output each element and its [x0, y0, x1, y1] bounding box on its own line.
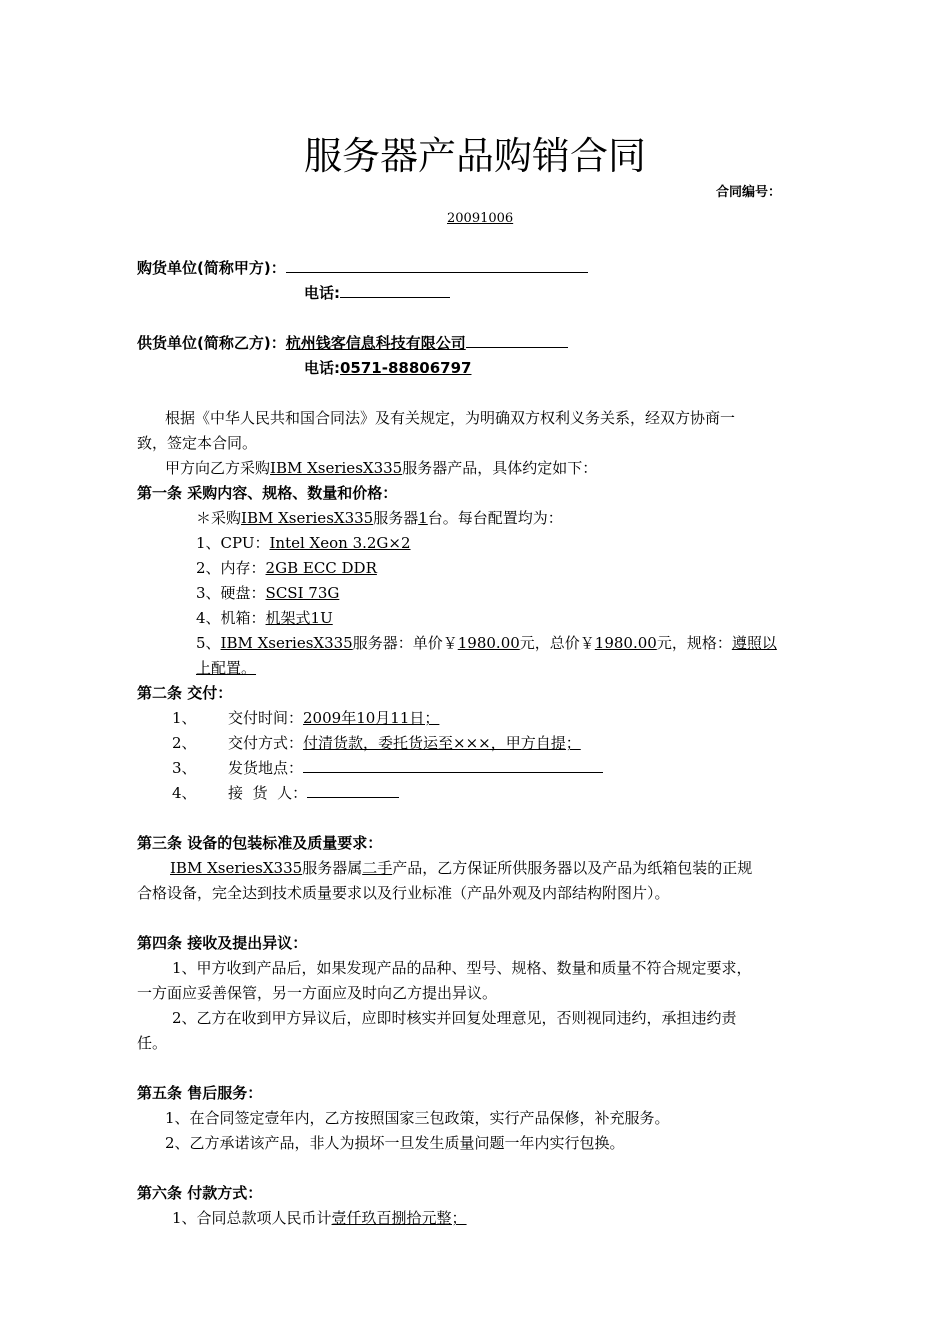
contract-number-label: 合同编号： — [716, 185, 782, 200]
price-product: IBM XseriesX335 — [220, 634, 353, 652]
delivery-num: 1、 — [172, 709, 197, 727]
payment-amount: 壹仟玖百捌拾元整； — [331, 1209, 467, 1227]
article-5-heading: 第五条 售后服务： — [137, 1084, 263, 1102]
price-t2: 元，总价￥ — [519, 634, 595, 652]
price-pre: 5、 — [196, 634, 221, 652]
spec-note-a: 遵照以 — [731, 634, 777, 652]
unit-price: 1980.00 — [457, 634, 520, 652]
purchase-qty: 1 — [418, 509, 428, 527]
spec-disk-label: 3、硬盘： — [196, 584, 266, 602]
article-4-p2a: 2、乙方在收到甲方异议后，应即时核实并回复处理意见，否则视同违约，承担违约责 — [172, 1009, 737, 1027]
intro-p2-pre: 甲方向乙方采购 — [165, 459, 271, 477]
intro-p2 — [165, 458, 597, 478]
article-3-heading: 第三条 设备的包装标准及质量要求： — [137, 834, 383, 852]
spec-cpu-value: Intel Xeon 3.2G×2 — [269, 534, 411, 552]
delivery-item — [172, 733, 197, 753]
seller-phone-label: 电话: — [304, 359, 340, 377]
spec-disk-value: SCSI 73G — [265, 584, 340, 602]
buyer-phone-blank — [340, 283, 450, 298]
article-3-line2: 合格设备，完全达到技术质量要求以及行业标准（产品外观及内部结构附图片）。 — [137, 884, 670, 902]
buyer-phone-label: 电话: — [304, 284, 340, 302]
intro-p2-post: 服务器产品，具体约定如下： — [402, 459, 598, 477]
purchase-product: IBM XseriesX335 — [241, 509, 374, 527]
price-t1: 服务器：单价￥ — [352, 634, 458, 652]
article-4-p2b: 任。 — [137, 1034, 168, 1052]
seller-phone — [304, 358, 471, 378]
purchase-post: 台。每台配置均为： — [427, 509, 563, 527]
spec-case — [196, 608, 333, 628]
spec-disk — [196, 583, 339, 603]
delivery-item — [172, 783, 197, 803]
contract-number: 20091006 — [447, 211, 514, 226]
purchase-pre: ＊采购 — [196, 509, 242, 527]
article-4-p1a: 1、甲方收到产品后，如果发现产品的品种、型号、规格、数量和质量不符合规定要求， — [172, 959, 752, 977]
delivery-num: 4、 — [172, 784, 197, 802]
delivery-method — [228, 733, 581, 753]
spec-memory — [196, 558, 377, 578]
art3-condition: 二手 — [362, 859, 393, 877]
purchase-mid: 服务器 — [373, 509, 419, 527]
seller-name: 杭州钱客信息科技有限公司 — [285, 334, 466, 352]
intro-p2-product: IBM XseriesX335 — [270, 459, 403, 477]
shipping-location-label: 发货地点： — [228, 759, 304, 777]
delivery-method-value: 付清货款，委托货运至×××，甲方自提； — [303, 734, 581, 752]
delivery-item — [172, 708, 197, 728]
delivery-time-label: 交付时间： — [228, 709, 304, 727]
spec-memory-label: 2、内存： — [196, 559, 266, 577]
article-5-p1: 1、在合同签定壹年内，乙方按照国家三包政策，实行产品保修，补充服务。 — [165, 1109, 670, 1127]
article-2-heading: 第二条 交付： — [137, 684, 233, 702]
article-5-p2: 2、乙方承诺该产品，非人为损坏一旦发生质量问题一年内实行包换。 — [165, 1134, 625, 1152]
total-price: 1980.00 — [594, 634, 657, 652]
seller-name-blank — [466, 333, 568, 348]
article-6-p1 — [172, 1208, 467, 1228]
buyer-phone — [304, 283, 450, 303]
delivery-item — [172, 758, 197, 778]
delivery-num: 2、 — [172, 734, 197, 752]
delivery-time-value: 2009年10月11日； — [303, 709, 440, 727]
article-4-p1b: 一方面应妥善保管，另一方面应及时向乙方提出异议。 — [137, 984, 498, 1002]
intro-p1a: 根据《中华人民共和国合同法》及有关规定，为明确双方权利义务关系，经双方协商一 — [165, 409, 736, 427]
spec-memory-value: 2GB ECC DDR — [265, 559, 377, 577]
article-1-heading: 第一条 采购内容、规格、数量和价格： — [137, 484, 398, 502]
receiver-blank — [307, 783, 399, 798]
article-6-heading: 第六条 付款方式： — [137, 1184, 263, 1202]
buyer-label — [137, 258, 588, 278]
price-t3: 元，规格： — [656, 634, 732, 652]
receiver — [228, 783, 399, 803]
spec-cpu — [196, 533, 411, 553]
spec-note-b: 上配置。 — [196, 659, 257, 677]
seller-phone-value: 0571-88806797 — [340, 359, 472, 377]
intro-p1b: 致，签定本合同。 — [137, 434, 258, 452]
art3-t1: 服务器属 — [302, 859, 363, 877]
article-1-purchase — [196, 508, 563, 528]
spec-cpu-label: 1、CPU： — [196, 534, 270, 552]
seller-label — [137, 333, 568, 353]
payment-pre: 1、合同总款项人民币计 — [172, 1209, 332, 1227]
shipping-location — [228, 758, 603, 778]
buyer-name-blank — [286, 258, 588, 273]
art3-product: IBM XseriesX335 — [170, 859, 303, 877]
article-3-line1 — [170, 858, 752, 878]
delivery-num: 3、 — [172, 759, 197, 777]
spec-case-label: 4、机箱： — [196, 609, 266, 627]
shipping-location-blank — [303, 758, 603, 773]
article-4-heading: 第四条 接收及提出异议： — [137, 934, 308, 952]
art3-t2: 产品，乙方保证所供服务器以及产品为纸箱包装的正规 — [392, 859, 753, 877]
seller-label-text: 供货单位(简称乙方)： — [137, 334, 286, 352]
delivery-method-label: 交付方式： — [228, 734, 304, 752]
delivery-time — [228, 708, 439, 728]
contract-title: 服务器产品购销合同 — [303, 134, 646, 178]
spec-price — [196, 633, 777, 653]
spec-case-value: 机架式1U — [265, 609, 333, 627]
buyer-label-text: 购货单位(简称甲方)： — [137, 259, 286, 277]
receiver-label: 接 货 人： — [228, 784, 308, 802]
